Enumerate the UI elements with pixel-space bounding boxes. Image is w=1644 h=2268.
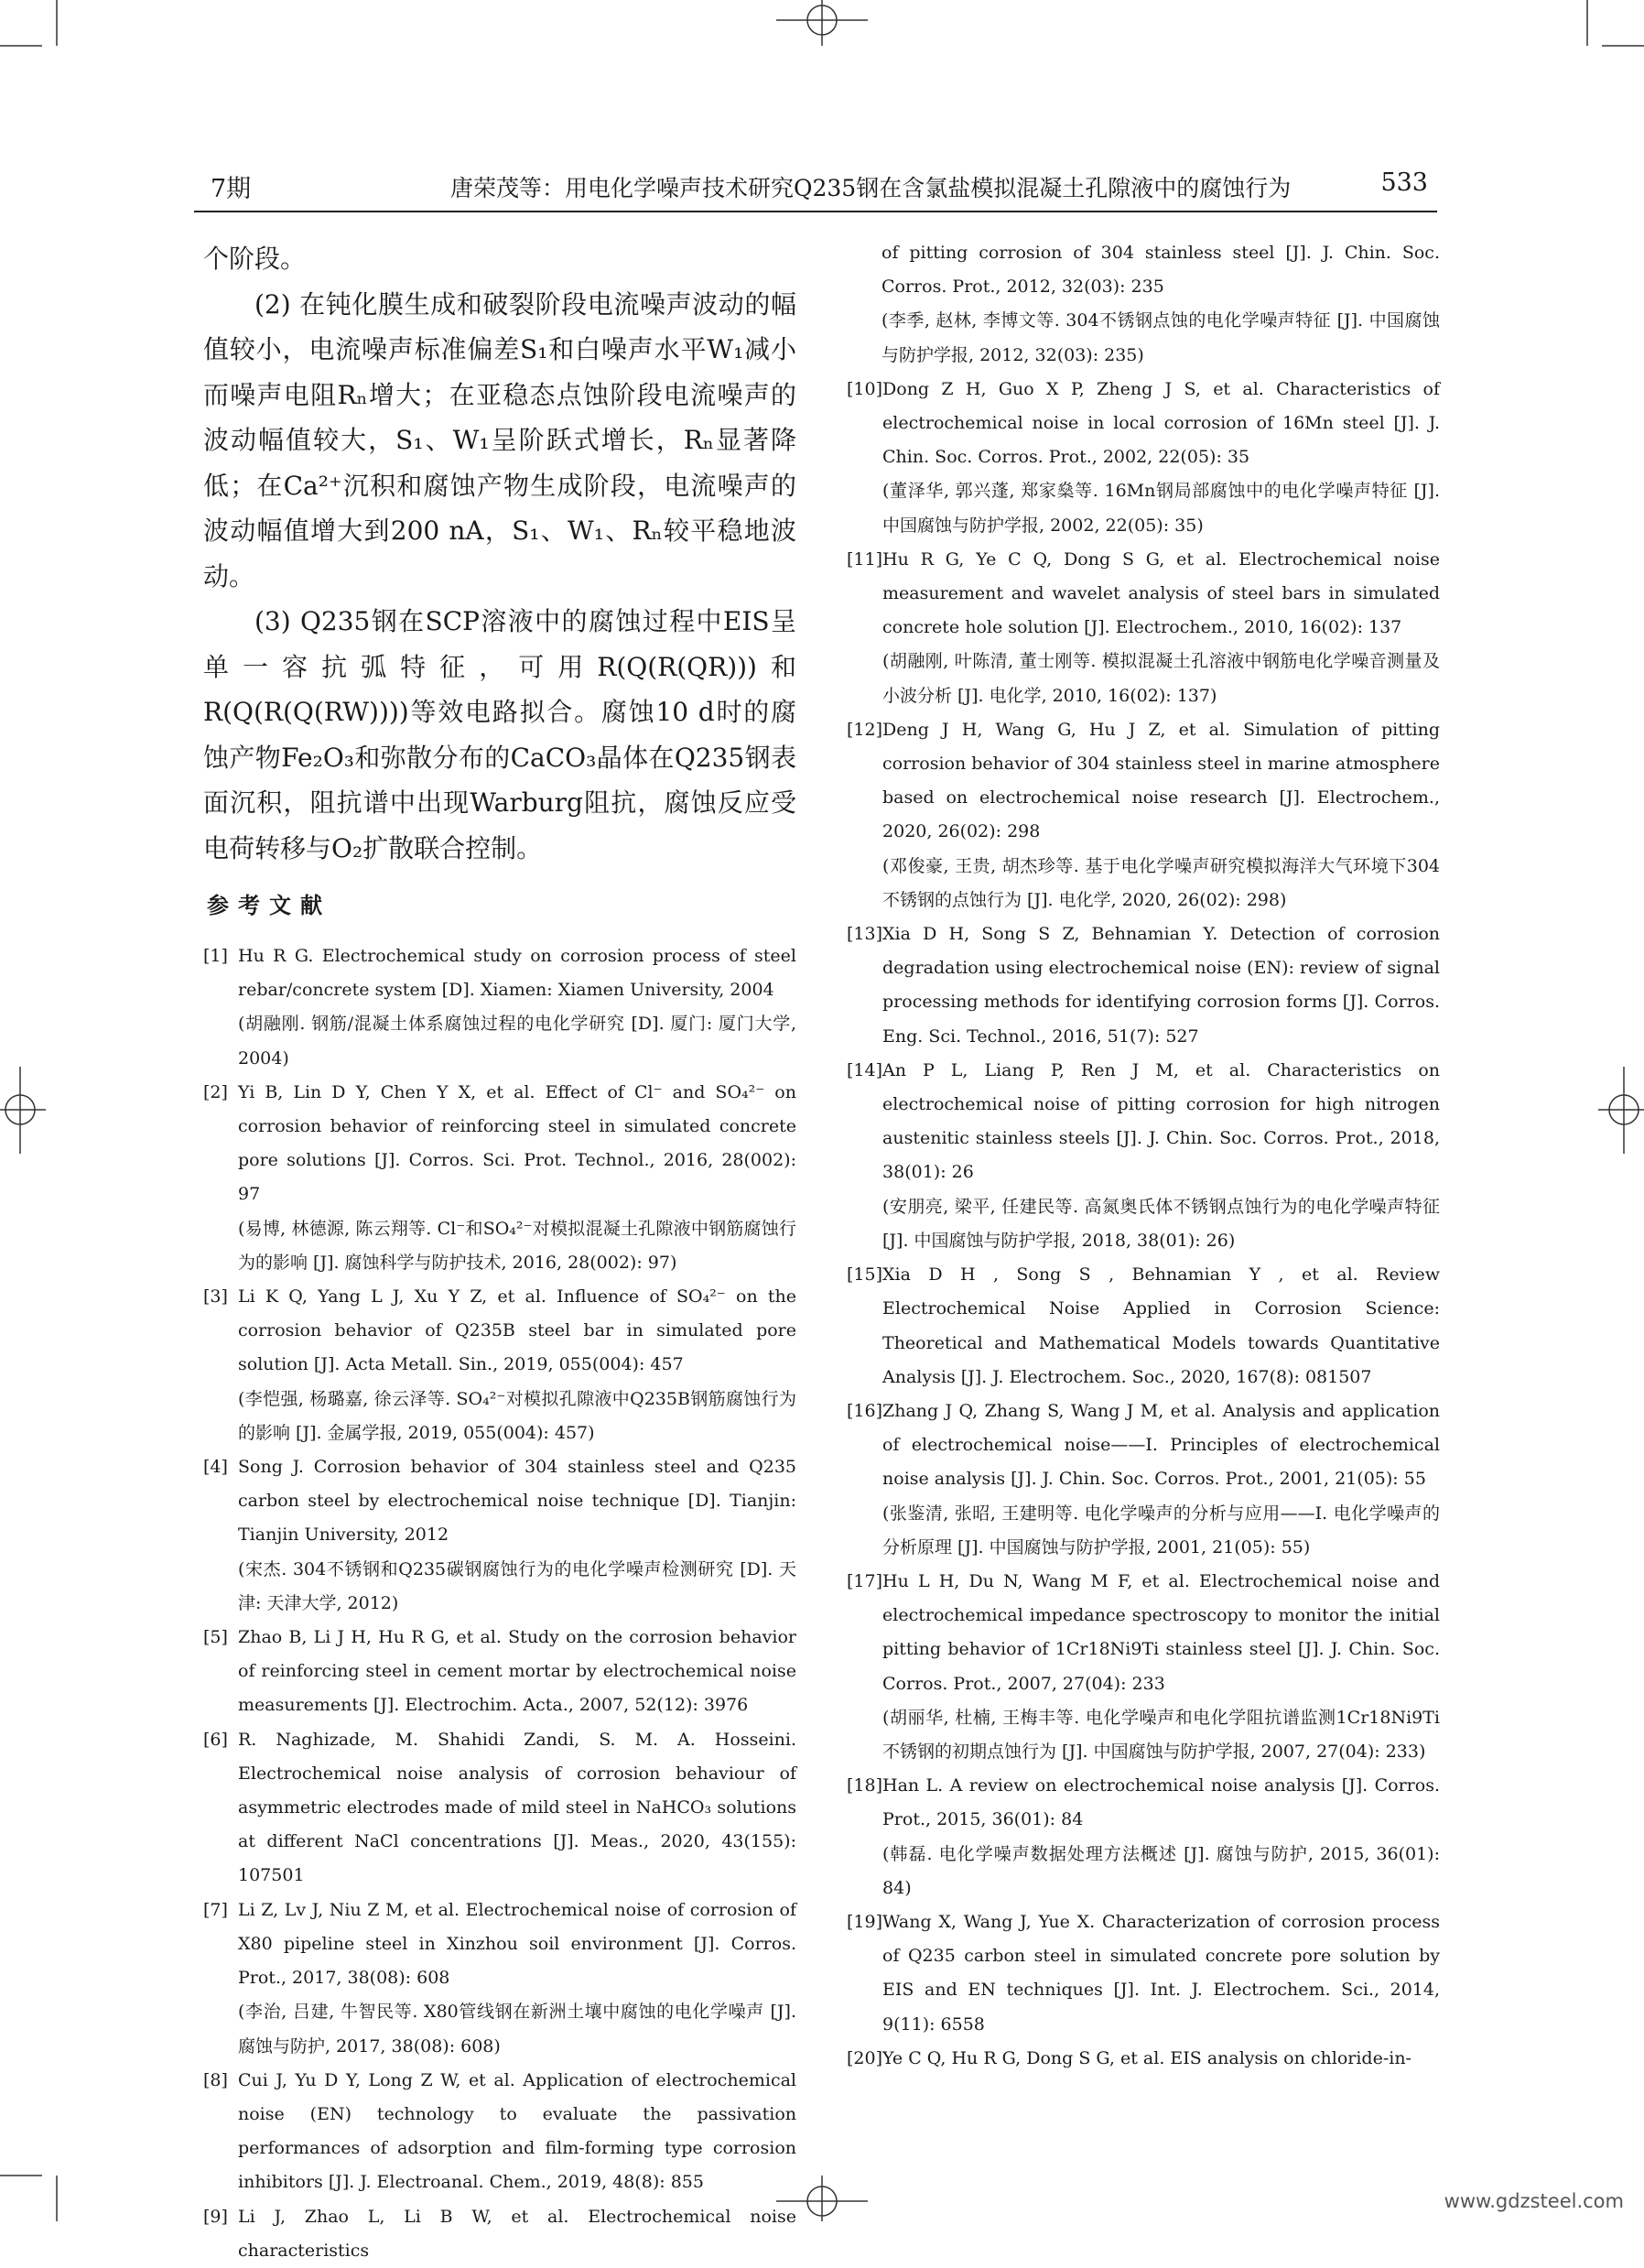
reference-number: [14] <box>847 1059 883 1080</box>
reference-text <box>881 236 1440 373</box>
reference-text <box>238 1076 796 1280</box>
reference-chinese-citation: (宋杰. 304不锈钢和Q235碳钢腐蚀行为的电化学噪声检测研究 [D]. 天津: 天津大学, 2012) <box>238 1558 796 1613</box>
reference-number: [15] <box>847 1264 883 1286</box>
reference-item <box>203 2200 796 2268</box>
reference-text <box>882 917 1440 1054</box>
reference-number: [10] <box>847 378 883 399</box>
reference-item <box>203 1076 796 1280</box>
reference-chinese-citation: (张鉴清, 张昭, 王建明等. 电化学噪声的分析与应用——I. 电化学噪声的分析原理 [J]. 中国腐蚀与防护学报, 2001, 21(05): 55) <box>882 1503 1440 1557</box>
reference-citation: of pitting corrosion of 304 stainless steel [J]. J. Chin. Soc. Corros. Prot., 2012, 32(03): 235 <box>881 243 1440 298</box>
reference-number: [2] <box>203 1081 228 1102</box>
reference-item <box>847 1769 1440 1905</box>
reference-number: [13] <box>847 924 883 945</box>
reference-text <box>882 1394 1440 1565</box>
reference-chinese-citation: (胡丽华, 杜楠, 王梅丰等. 电化学噪声和电化学阻抗谱监测1Cr18Ni9Ti不锈钢的初期点蚀行为 [J]. 中国腐蚀与防护学报, 2007, 27(04): 233) <box>882 1707 1440 1762</box>
reference-citation: Han L. A review on electrochemical noise analysis [J]. Corros. Prot., 2015, 36(01): 84 <box>882 1775 1440 1830</box>
reference-number: [8] <box>203 2069 228 2090</box>
reference-citation: Wang X, Wang J, Yue X. Characterization of corrosion process of Q235 carbon steel in simulated concrete pore solution by EIS and EN techniques [J]. Int. J. Electrochem. Sci., 2014, 9(11): 6558 <box>882 1911 1440 2035</box>
reference-chinese-citation: (李治, 吕建, 牛智民等. X80管线钢在新洲土壤中腐蚀的电化学噪声 [J]. 腐蚀与防护, 2017, 38(08): 608) <box>238 2002 796 2056</box>
reference-number: [20] <box>847 2047 883 2068</box>
reference-citation: Deng J H, Wang G, Hu J Z, et al. Simulation of pitting corrosion behavior of 304 stainless steel in marine atmosphere based on electrochemical noise research [J]. Electrochem., 2020, 26(02): 298 <box>882 719 1440 842</box>
reference-item <box>847 373 1440 543</box>
reference-citation: Xia D H , Song S , Behnamian Y , et al. Review Electrochemical Noise Applied in Corrosion Science: Theoretical and Mathematical Models towards Quantitative Analysis [J]. J. Electrochem. Soc., 2020, 167(8): 081507 <box>882 1264 1440 1387</box>
reference-item <box>203 1450 796 1621</box>
reference-item <box>847 2042 1440 2076</box>
reference-text <box>238 1723 796 1894</box>
reference-text <box>882 1769 1440 1905</box>
reference-number: [11] <box>847 548 883 570</box>
reference-list <box>847 236 1440 2076</box>
reference-text <box>238 2064 796 2200</box>
reference-item <box>847 917 1440 1054</box>
reference-list <box>203 939 796 2268</box>
reference-chinese-citation: (李恺强, 杨璐嘉, 徐云泽等. SO₄²⁻对模拟孔隙液中Q235B钢筋腐蚀行为的影响 [J]. 金属学报, 2019, 055(004): 457) <box>238 1388 796 1443</box>
issue-number: 7期 <box>211 175 252 203</box>
reference-citation: Xia D H, Song S Z, Behnamian Y. Detection of corrosion degradation using electrochemical noise (EN): review of signal processing methods for identifying corrosion forms [J]. Corros. Eng. Sci. Technol., 2016, 51(7): 527 <box>882 924 1440 1047</box>
reference-text <box>238 1280 796 1450</box>
reference-text <box>882 713 1440 917</box>
reference-item <box>847 1394 1440 1565</box>
reference-citation: Li J, Zhao L, Li B W, et al. Electrochemical noise characteristics <box>238 2206 796 2261</box>
watermark: www.gdzsteel.com <box>1444 2190 1624 2212</box>
reference-item <box>847 1054 1440 1258</box>
reference-citation: Zhang J Q, Zhang S, Wang J M, et al. Analysis and application of electrochemical noise——I. Principles of electrochemical noise analysis [J]. J. Chin. Soc. Corros. Prot., 2001, 21(05): 55 <box>882 1400 1440 1490</box>
running-title: 唐荣茂等：用电化学噪声技术研究Q235钢在含氯盐模拟混凝土孔隙液中的腐蚀行为 <box>450 175 1292 201</box>
reference-text <box>238 1450 796 1621</box>
reference-citation: Hu L H, Du N, Wang M F, et al. Electrochemical noise and electrochemical impedance spectroscopy to monitor the initial pitting behavior of 1Cr18Ni9Ti stainless steel [J]. J. Chin. Soc. Corros. Prot., 2007, 27(04): 233 <box>882 1570 1440 1694</box>
conclusion-paragraph: (2) 在钝化膜生成和破裂阶段电流噪声波动的幅值较小，电流噪声标准偏差S₁和白噪声水平W₁减小而噪声电阻Rₙ增大；在亚稳态点蚀阶段电流噪声的波动幅值较大，S₁、W₁呈阶跃式增长，Rₙ显著降低；在Ca²⁺沉积和腐蚀产物生成阶段，电流噪声的波动幅值增大到200 nA，S₁、W₁、Rₙ较平稳地波动。 <box>203 288 796 591</box>
reference-chinese-citation: (胡融刚, 叶陈清, 董士刚等. 模拟混凝土孔溶液中钢筋电化学噪音测量及小波分析 [J]. 电化学, 2010, 16(02): 137) <box>882 651 1440 706</box>
reference-number: [7] <box>203 1899 228 1920</box>
reference-number: [3] <box>203 1286 228 1308</box>
reference-item <box>203 1621 796 1723</box>
reference-text <box>238 939 796 1076</box>
reference-citation: Li K Q, Yang L J, Xu Y Z, et al. Influence of SO₄²⁻ on the corrosion behavior of Q235B steel bar in simulated pore solution [J]. Acta Metall. Sin., 2019, 055(004): 457 <box>238 1286 796 1375</box>
reference-citation: Yi B, Lin D Y, Chen Y X, et al. Effect of Cl⁻ and SO₄²⁻ on corrosion behavior of reinforcing steel in simulated concrete pore solutions [J]. Corros. Sci. Prot. Technol., 2016, 28(002): 97 <box>238 1081 796 1205</box>
reference-number: [6] <box>203 1729 228 1750</box>
reference-text <box>882 1258 1440 1394</box>
reference-item <box>847 1565 1440 1769</box>
reference-number <box>847 236 881 373</box>
reference-text <box>882 543 1440 713</box>
reference-number: [5] <box>203 1627 228 1648</box>
reference-text <box>882 2042 1440 2076</box>
reference-text <box>882 373 1440 543</box>
reference-item <box>203 1280 796 1450</box>
reference-item <box>847 1905 1440 2042</box>
reference-chinese-citation: (董泽华, 郭兴蓬, 郑家燊等. 16Mn钢局部腐蚀中的电化学噪声特征 [J]. 中国腐蚀与防护学报, 2002, 22(05): 35) <box>882 481 1440 536</box>
conclusion-paragraph: (3) Q235钢在SCP溶液中的腐蚀过程中EIS呈单一容抗弧特征，可用R(Q(R(QR)))和R(Q(R(Q(RW))))等效电路拟合。腐蚀10 d时的腐蚀产物Fe₂O₃和弥散分布的CaCO₃晶体在Q235钢表面沉积，阻抗谱中出现Warburg阻抗，腐蚀反应受电荷转移与O₂扩散联合控制。 <box>203 606 796 863</box>
reference-item <box>203 1723 796 1894</box>
reference-item <box>847 713 1440 917</box>
conclusion-paragraph: 个阶段。 <box>203 244 307 274</box>
reference-text <box>238 1894 796 2064</box>
reference-number: [1] <box>203 946 228 966</box>
reference-citation: An P L, Liang P, Ren J M, et al. Characteristics on electrochemical noise of pitting corrosion for high nitrogen austenitic stainless steels [J]. J. Chin. Soc. Corros. Prot., 2018, 38(01): 26 <box>882 1059 1440 1183</box>
reference-chinese-citation: (韩磊. 电化学噪声数据处理方法概述 [J]. 腐蚀与防护, 2015, 36(01): 84) <box>882 1843 1440 1898</box>
reference-item <box>203 939 796 1076</box>
reference-item <box>203 1894 796 2064</box>
reference-citation: Hu R G. Electrochemical study on corrosion process of steel rebar/concrete system [D]. Xiamen: Xiamen University, 2004 <box>238 946 796 1001</box>
reference-citation: Li Z, Lv J, Niu Z M, et al. Electrochemical noise of corrosion of X80 pipeline steel in Xinzhou soil environment [J]. Corros. Prot., 2017, 38(08): 608 <box>238 1899 796 1989</box>
reference-number: [19] <box>847 1911 883 1932</box>
running-header <box>194 165 1437 212</box>
conclusion-section <box>203 236 796 871</box>
reference-chinese-citation: (易博, 林德源, 陈云翔等. Cl⁻和SO₄²⁻对模拟混凝土孔隙液中钢筋腐蚀行为的影响 [J]. 腐蚀科学与防护技术, 2016, 28(002): 97) <box>238 1218 796 1273</box>
reference-text <box>238 2200 796 2268</box>
reference-citation: Zhao B, Li J H, Hu R G, et al. Study on the corrosion behavior of reinforcing steel in cement mortar by electrochemical noise measurements [J]. Electrochim. Acta., 2007, 52(12): 3976 <box>238 1627 796 1716</box>
reference-text <box>882 1565 1440 1769</box>
reference-citation: Dong Z H, Guo X P, Zheng J S, et al. Characteristics of electrochemical noise in local corrosion of 16Mn steel [J]. J. Chin. Soc. Corros. Prot., 2002, 22(05): 35 <box>882 378 1440 468</box>
reference-number: [17] <box>847 1570 883 1591</box>
reference-number: [4] <box>203 1457 228 1478</box>
reference-citation: R. Naghizade, M. Shahidi Zandi, S. M. A. Hosseini. Electrochemical noise analysis of corrosion behaviour of asymmetric electrodes made of mild steel in NaHCO₃ solutions at different NaCl concentrations [J]. Meas., 2020, 43(155): 107501 <box>238 1729 796 1886</box>
reference-citation: Hu R G, Ye C Q, Dong S G, et al. Electrochemical noise measurement and wavelet analysis of steel bars in simulated concrete hole solution [J]. Electrochem., 2010, 16(02): 137 <box>882 548 1440 638</box>
reference-citation: Ye C Q, Hu R G, Dong S G, et al. EIS analysis on chloride-in- <box>882 2047 1411 2068</box>
reference-number: [16] <box>847 1400 883 1421</box>
reference-chinese-citation: (李季, 赵林, 李博文等. 304不锈钢点蚀的电化学噪声特征 [J]. 中国腐蚀与防护学报, 2012, 32(03): 235) <box>881 310 1440 365</box>
reference-text <box>238 1621 796 1723</box>
right-column <box>847 236 1440 2076</box>
reference-number: [18] <box>847 1775 883 1796</box>
reference-citation: Song J. Corrosion behavior of 304 stainless steel and Q235 carbon steel by electrochemical noise technique [D]. Tianjin: Tianjin University, 2012 <box>238 1457 796 1546</box>
page-number: 533 <box>1380 168 1428 197</box>
reference-number: [9] <box>203 2206 228 2227</box>
reference-number: [12] <box>847 719 883 740</box>
reference-text <box>882 1905 1440 2042</box>
reference-chinese-citation: (安朋亮, 梁平, 任建民等. 高氮奥氏体不锈钢点蚀行为的电化学噪声特征 [J]. 中国腐蚀与防护学报, 2018, 38(01): 26) <box>882 1196 1440 1251</box>
reference-citation: Cui J, Yu D Y, Long Z W, et al. Application of electrochemical noise (EN) technology to evaluate the passivation performances of adsorption and film-forming type corrosion inhibitors [J]. J. Electroanal. Chem., 2019, 48(8): 855 <box>238 2069 796 2193</box>
reference-item <box>847 543 1440 713</box>
reference-text <box>882 1054 1440 1258</box>
reference-item <box>203 2064 796 2200</box>
left-column <box>203 236 796 2268</box>
references-heading: 参考文献 <box>207 893 331 918</box>
reference-chinese-citation: (邓俊豪, 王贵, 胡杰珍等. 基于电化学噪声研究模拟海洋大气环境下304不锈钢的点蚀行为 [J]. 电化学, 2020, 26(02): 298) <box>882 855 1440 910</box>
reference-chinese-citation: (胡融刚. 钢筋/混凝土体系腐蚀过程的电化学研究 [D]. 厦门: 厦门大学, 2004) <box>238 1014 796 1069</box>
reference-item <box>847 1258 1440 1394</box>
reference-item <box>847 236 1440 373</box>
